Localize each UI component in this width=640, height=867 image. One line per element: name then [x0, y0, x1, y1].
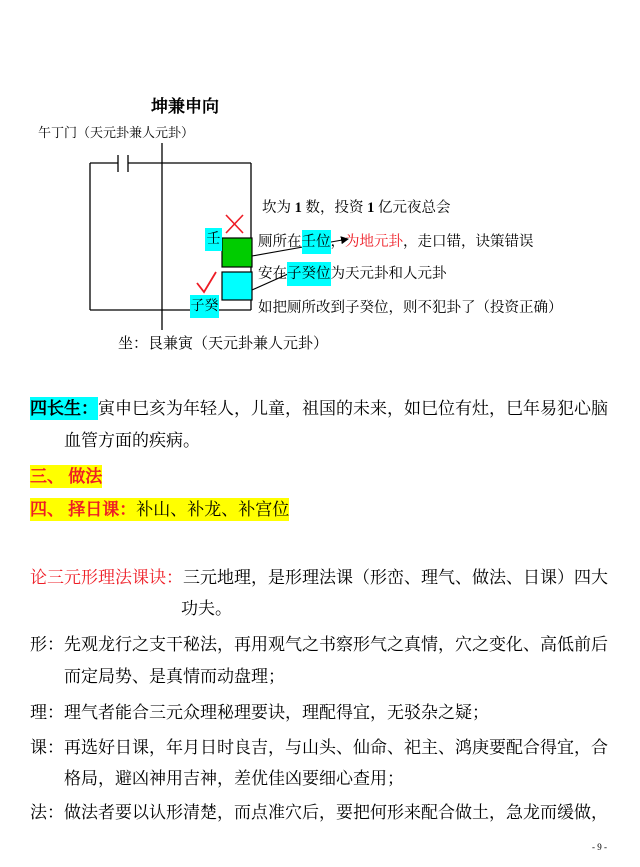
si-chang-sheng-line-2: 血管方面的疾病。 — [64, 431, 200, 450]
zigui-tag: 子癸 — [190, 295, 219, 318]
ke-line-2: 格局，避凶神用吉神，差优佳凶要细心查用； — [64, 769, 404, 788]
section-4-heading: 四、 择日课： — [30, 500, 137, 519]
note-line-2 — [258, 232, 534, 252]
note-3-part-a: 安在 — [258, 266, 287, 282]
ren-position-box — [222, 238, 252, 267]
check-mark-icon — [197, 272, 216, 292]
ren-tag: 壬 — [205, 228, 222, 251]
seat-label: 坐：艮兼寅（天元卦兼人元卦） — [118, 336, 329, 352]
note-2-red-text: 为地元卦 — [345, 234, 403, 250]
note-1-part-a: 坎为 — [262, 200, 295, 216]
section-4-text: 补山、补龙、补宫位 — [136, 500, 290, 519]
note-line-3 — [258, 264, 447, 284]
xing-line-1: 形：先观龙行之支干秘法，再用观气之书察形气之真情，穴之变化、高低前后 — [30, 635, 608, 654]
door-label: 午丁门（天元卦兼人元卦） — [38, 125, 195, 140]
note-2-part-c: ，走口错，诀策错误 — [403, 234, 534, 250]
lun-line-2: 功夫。 — [181, 599, 232, 618]
note-1-part-b: 数，投资 — [301, 200, 368, 216]
section-4-heading-line — [30, 498, 289, 522]
note-line-4: 如把厕所改到子癸位，则不犯卦了（投资正确） — [258, 300, 563, 316]
fa-line-1: 法：做法者要以认形清楚，而点准穴后，要把何形来配合做土，急龙而缓做， — [30, 803, 608, 822]
note-2-highlight: 壬位 — [302, 230, 331, 254]
si-chang-sheng-label: 四长生： — [30, 399, 98, 418]
section-3-heading: 三、 做法 — [30, 467, 103, 486]
si-chang-sheng-line-1 — [30, 397, 608, 421]
zigui-position-box — [222, 272, 252, 300]
section-3-heading-line — [30, 465, 102, 489]
li-line-1: 理：理气者能合三元众理秘理要诀，理配得宜，无驳杂之疑； — [30, 703, 489, 722]
lun-label: 论三元形理法课诀： — [30, 568, 183, 587]
lun-line-1 — [30, 566, 608, 590]
ke-line-1: 课：再选好日课，年月日时良吉，与山头、仙命、祀主、鸿庚要配合得宜，合 — [30, 738, 608, 757]
note-2-part-b: ， — [330, 234, 345, 250]
xing-line-2: 而定局势、是真情而动盘理； — [64, 667, 285, 686]
note-1-part-c: 亿元夜总会 — [374, 200, 451, 216]
diagram-title: 坤兼申向 — [151, 97, 219, 116]
note-1-number-2: 1 — [367, 200, 375, 216]
page-number: - 9 - — [592, 842, 607, 852]
lun-text: 三元地理，是形理法课（形峦、理气、做法、日课）四大 — [183, 568, 608, 587]
note-3-highlight: 子癸位 — [287, 262, 331, 286]
cross-mark-icon — [226, 215, 243, 233]
note-2-part-a: 厕所在 — [258, 234, 302, 250]
note-3-part-b: 为天元卦和人元卦 — [330, 266, 447, 282]
note-line-1 — [262, 198, 451, 218]
note-1-number-1: 1 — [294, 200, 302, 216]
si-chang-sheng-text: 寅申巳亥为年轻人，儿童，祖国的未来，如巳位有灶，巳年易犯心脑 — [98, 399, 608, 418]
